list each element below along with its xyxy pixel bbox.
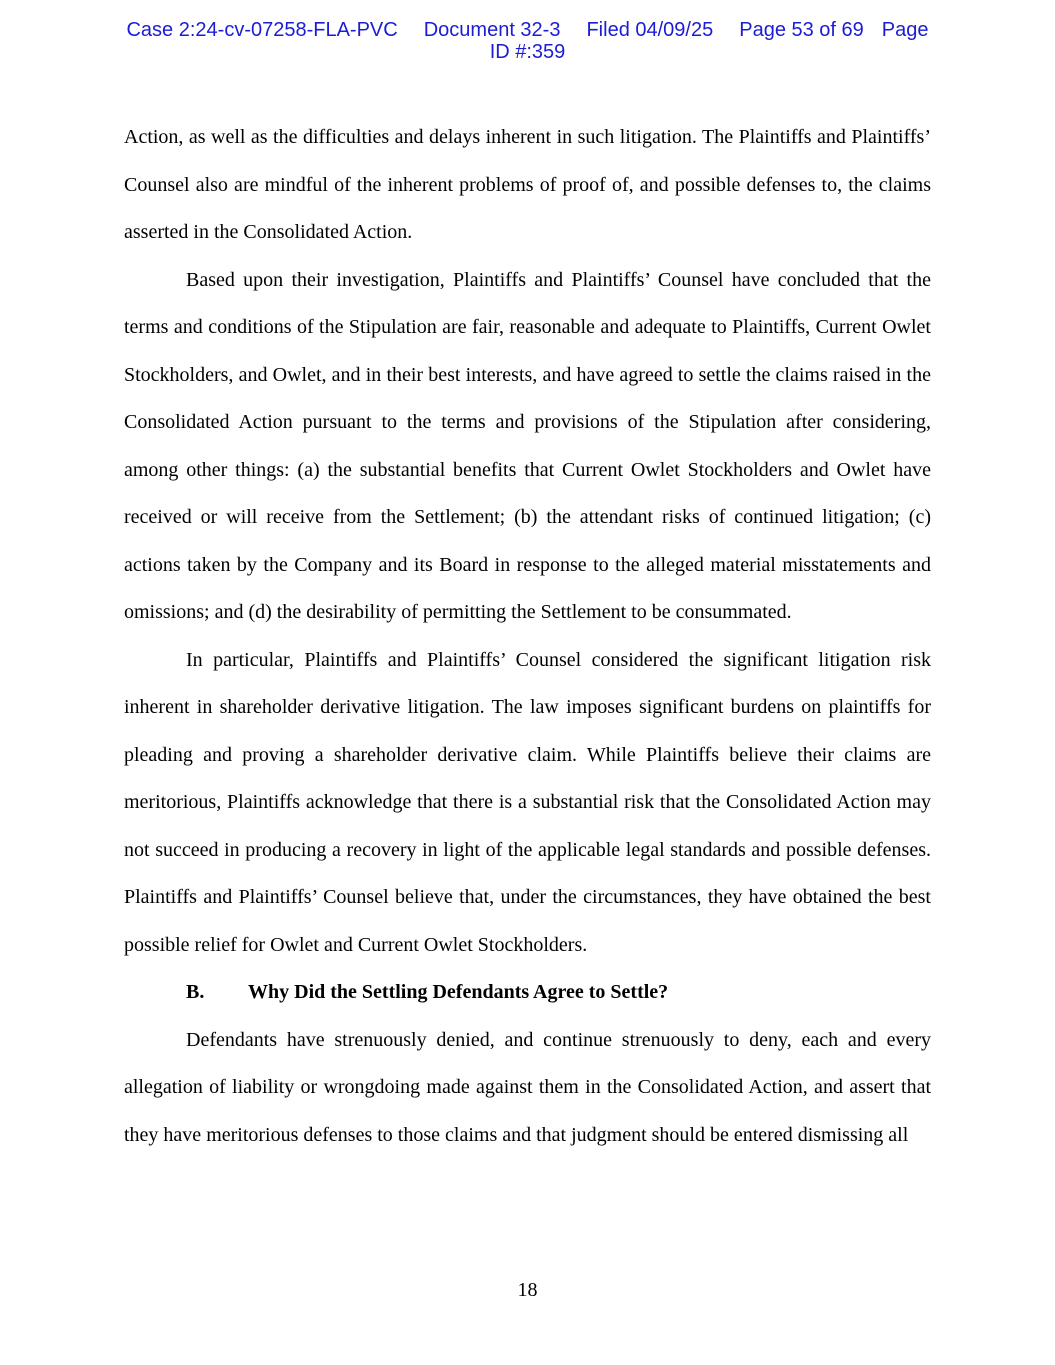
- section-heading: [124, 969, 931, 1017]
- paragraph-settlement-reasons: Based upon their investigation, Plaintiffs and Plaintiffs’ Counsel have concluded that the terms and conditions of the Stipulation are fair, reasonable and adequate to Plaintiffs, Current Owlet Stockholders, and Owlet, and in their best interests, and have agreed to settle the claims raised in the Consolidated Action pursuant to the terms and provisions of the Stipulation after considering, among other things: (a) the substantial benefits that Current Owlet Stockholders and Owlet have received or will receive from the Settlement; (b) the attendant risks of continued litigation; (c) actions taken by the Company and its Board in response to the alleged material misstatements and omissions; and (d) the desirability of permitting the Settlement to be consummated.: [124, 268, 931, 623]
- header-line-1: [0, 19, 1055, 41]
- court-filing-header: [0, 19, 1055, 63]
- document-number: Document 32-3: [423, 19, 561, 41]
- paragraph-continued: Action, as well as the difficulties and delays inherent in such litigation. The Plaintiffs and Plaintiffs’ Counsel also are mindful of the inherent problems of proof of, and possible defenses to, the claims asserted in the Consolidated Action.: [124, 126, 931, 243]
- paragraph-defendants-denial: Defendants have strenuously denied, and continue strenuously to deny, each and every allegation of liability or wrongdoing made against them in the Consolidated Action, and assert that they have meritorious defenses to those claims and that judgment should be entered dismissing all: [124, 1028, 931, 1146]
- filed-date: Filed 04/09/25: [586, 19, 714, 41]
- page-label: Page: [881, 19, 929, 41]
- case-number: Case 2:24-cv-07258-FLA-PVC: [126, 19, 398, 41]
- document-body: [124, 114, 931, 1159]
- section-title: Why Did the Settling Defendants Agree to Settle?: [248, 981, 669, 1003]
- section-letter: B.: [186, 981, 205, 1003]
- page-number: 18: [517, 1279, 538, 1301]
- page-id: ID #:359: [489, 41, 566, 63]
- paragraph-litigation-risk: In particular, Plaintiffs and Plaintiffs’ Counsel considered the significant litigation risk inherent in shareholder derivative litigation. The law imposes significant burdens on plaintiffs for pleading and proving a shareholder derivative claim. While Plaintiffs believe their claims are meritorious, Plaintiffs acknowledge that there is a substantial risk that the Consolidated Action may not succeed in producing a recovery in light of the applicable legal standards and possible defenses. Plaintiffs and Plaintiffs’ Counsel believe that, under the circumstances, they have obtained the best possible relief for Owlet and Current Owlet Stockholders.: [124, 648, 931, 956]
- page-count: Page 53 of 69: [739, 19, 864, 41]
